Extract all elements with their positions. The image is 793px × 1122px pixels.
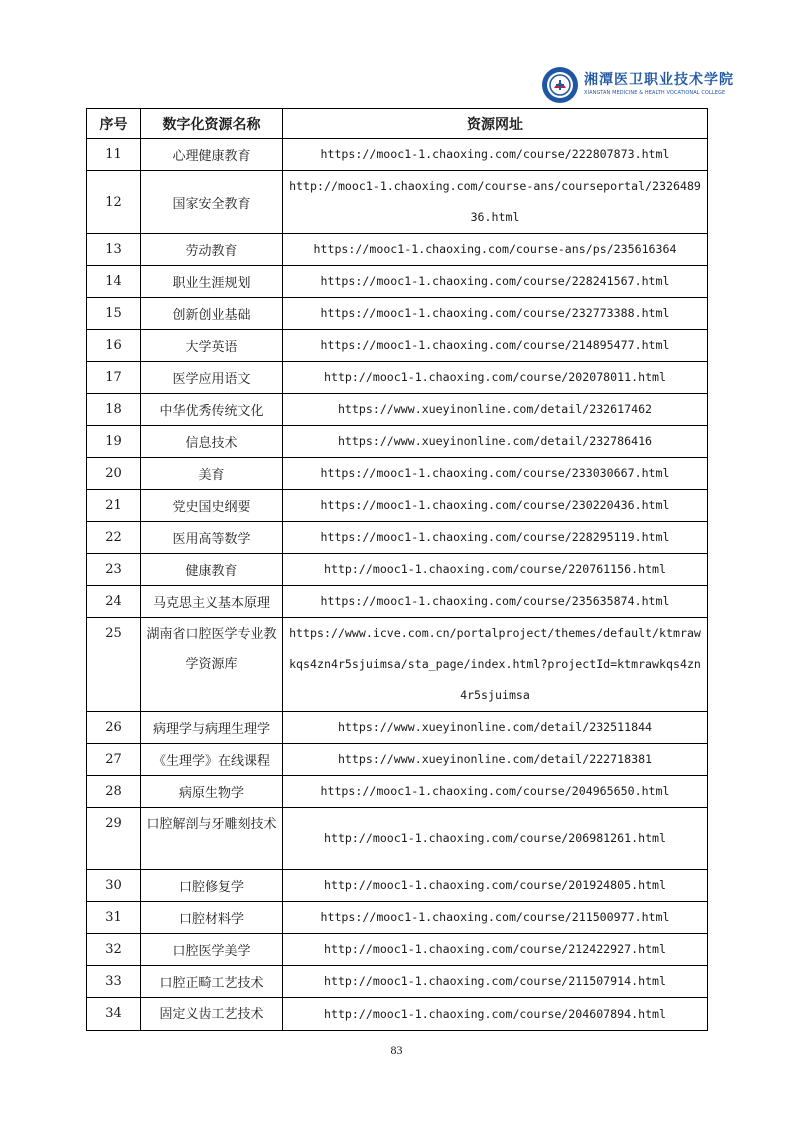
table-row — [87, 744, 708, 776]
table-row — [87, 870, 708, 902]
logo-english-name: XIANGTAN MEDICINE & HEALTH VOCATIONAL COLLEGE — [584, 90, 726, 96]
resource-name: 口腔修复学 — [141, 870, 283, 902]
row-number: 20 — [87, 458, 141, 490]
resource-url-link[interactable]: http://mooc1-1.chaoxing.com/course/206981261.html — [283, 808, 708, 870]
row-number: 32 — [87, 934, 141, 966]
row-number: 13 — [87, 234, 141, 266]
resource-url-link[interactable]: https://mooc1-1.chaoxing.com/course/214895477.html — [283, 330, 708, 362]
table-row — [87, 330, 708, 362]
resource-name: 病理学与病理生理学 — [141, 712, 283, 744]
resource-url-link[interactable]: http://mooc1-1.chaoxing.com/course/202078011.html — [283, 362, 708, 394]
resource-url-link[interactable]: https://mooc1-1.chaoxing.com/course/222807873.html — [283, 139, 708, 171]
resource-url-link[interactable]: http://mooc1-1.chaoxing.com/course/212422927.html — [283, 934, 708, 966]
table-row — [87, 998, 708, 1031]
resource-url-link[interactable]: https://mooc1-1.chaoxing.com/course/211500977.html — [283, 902, 708, 934]
resource-name: 美育 — [141, 458, 283, 490]
row-number: 31 — [87, 902, 141, 934]
table-row — [87, 362, 708, 394]
resource-name: 职业生涯规划 — [141, 266, 283, 298]
resource-url-link[interactable]: https://mooc1-1.chaoxing.com/course/204965650.html — [283, 776, 708, 808]
table-row — [87, 458, 708, 490]
resource-name: 口腔材料学 — [141, 902, 283, 934]
resource-url-link[interactable]: https://mooc1-1.chaoxing.com/course/230220436.html — [283, 490, 708, 522]
row-number: 30 — [87, 870, 141, 902]
table-row — [87, 966, 708, 998]
resource-url-link[interactable]: http://mooc1-1.chaoxing.com/course/204607894.html — [283, 998, 708, 1031]
column-header-url: 资源网址 — [283, 109, 708, 139]
table-row — [87, 426, 708, 458]
row-number: 17 — [87, 362, 141, 394]
resource-url-link[interactable]: https://www.icve.com.cn/portalproject/themes/default/ktmrawkqs4zn4r5sjuimsa/sta_page/index.html?projectId=ktmrawkqs4zn4r5sjuimsa — [283, 618, 708, 712]
row-number: 28 — [87, 776, 141, 808]
resource-url-link[interactable]: https://mooc1-1.chaoxing.com/course/235635874.html — [283, 586, 708, 618]
table-row — [87, 808, 708, 870]
resource-name: 口腔医学美学 — [141, 934, 283, 966]
row-number: 14 — [87, 266, 141, 298]
resource-url-link[interactable]: https://www.xueyinonline.com/detail/232786416 — [283, 426, 708, 458]
row-number: 23 — [87, 554, 141, 586]
table-row — [87, 139, 708, 171]
table-row — [87, 618, 708, 712]
table-row — [87, 490, 708, 522]
row-number: 11 — [87, 139, 141, 171]
logo-chinese-name: 湘潭医卫职业技术学院 — [584, 72, 734, 88]
table-row — [87, 934, 708, 966]
row-number: 27 — [87, 744, 141, 776]
resource-name: 劳动教育 — [141, 234, 283, 266]
resource-url-link[interactable]: http://mooc1-1.chaoxing.com/course-ans/courseportal/232648936.html — [283, 171, 708, 234]
row-number: 33 — [87, 966, 141, 998]
resource-url-link[interactable]: https://www.xueyinonline.com/detail/232511844 — [283, 712, 708, 744]
resource-url-link[interactable]: http://mooc1-1.chaoxing.com/course/201924805.html — [283, 870, 708, 902]
table-row — [87, 266, 708, 298]
resource-name: 党史国史纲要 — [141, 490, 283, 522]
resource-name: 健康教育 — [141, 554, 283, 586]
column-header-number: 序号 — [87, 109, 141, 139]
row-number: 25 — [87, 618, 141, 712]
resource-url-link[interactable]: https://www.xueyinonline.com/detail/232617462 — [283, 394, 708, 426]
resource-name: 马克思主义基本原理 — [141, 586, 283, 618]
resource-name: 大学英语 — [141, 330, 283, 362]
table-row — [87, 234, 708, 266]
resource-name: 《生理学》在线课程 — [141, 744, 283, 776]
college-seal-icon — [541, 66, 579, 104]
table-row — [87, 522, 708, 554]
table-row — [87, 394, 708, 426]
resource-url-link[interactable]: https://www.xueyinonline.com/detail/222718381 — [283, 744, 708, 776]
resource-url-link[interactable]: https://mooc1-1.chaoxing.com/course-ans/ps/235616364 — [283, 234, 708, 266]
resource-name: 信息技术 — [141, 426, 283, 458]
row-number: 22 — [87, 522, 141, 554]
row-number: 16 — [87, 330, 141, 362]
table-row — [87, 171, 708, 234]
resource-url-link[interactable]: https://mooc1-1.chaoxing.com/course/232773388.html — [283, 298, 708, 330]
resource-url-link[interactable]: http://mooc1-1.chaoxing.com/course/220761156.html — [283, 554, 708, 586]
resource-table — [86, 108, 708, 1031]
page-number: 83 — [390, 1043, 403, 1057]
table-header-row — [87, 109, 708, 139]
row-number: 26 — [87, 712, 141, 744]
table-row — [87, 712, 708, 744]
row-number: 15 — [87, 298, 141, 330]
table-row — [87, 554, 708, 586]
row-number: 19 — [87, 426, 141, 458]
resource-name: 医学应用语文 — [141, 362, 283, 394]
table-row — [87, 902, 708, 934]
resource-name: 中华优秀传统文化 — [141, 394, 283, 426]
college-logo — [541, 66, 734, 106]
table-row — [87, 298, 708, 330]
table-row — [87, 586, 708, 618]
row-number: 18 — [87, 394, 141, 426]
resource-name: 国家安全教育 — [141, 171, 283, 234]
resource-url-link[interactable]: http://mooc1-1.chaoxing.com/course/211507914.html — [283, 966, 708, 998]
row-number: 24 — [87, 586, 141, 618]
resource-name: 心理健康教育 — [141, 139, 283, 171]
resource-name: 固定义齿工艺技术 — [141, 998, 283, 1031]
resource-name: 口腔正畸工艺技术 — [141, 966, 283, 998]
table-row — [87, 776, 708, 808]
resource-url-link[interactable]: https://mooc1-1.chaoxing.com/course/233030667.html — [283, 458, 708, 490]
resource-url-link[interactable]: https://mooc1-1.chaoxing.com/course/228241567.html — [283, 266, 708, 298]
resource-name: 医用高等数学 — [141, 522, 283, 554]
resource-name: 创新创业基础 — [141, 298, 283, 330]
column-header-name: 数字化资源名称 — [141, 109, 283, 139]
row-number: 29 — [87, 808, 141, 870]
resource-name: 病原生物学 — [141, 776, 283, 808]
row-number: 21 — [87, 490, 141, 522]
resource-url-link[interactable]: https://mooc1-1.chaoxing.com/course/228295119.html — [283, 522, 708, 554]
resource-name: 口腔解剖与牙雕刻技术 — [141, 808, 283, 870]
resource-name: 湖南省口腔医学专业教学资源库 — [141, 618, 283, 712]
row-number: 12 — [87, 171, 141, 234]
row-number: 34 — [87, 998, 141, 1031]
